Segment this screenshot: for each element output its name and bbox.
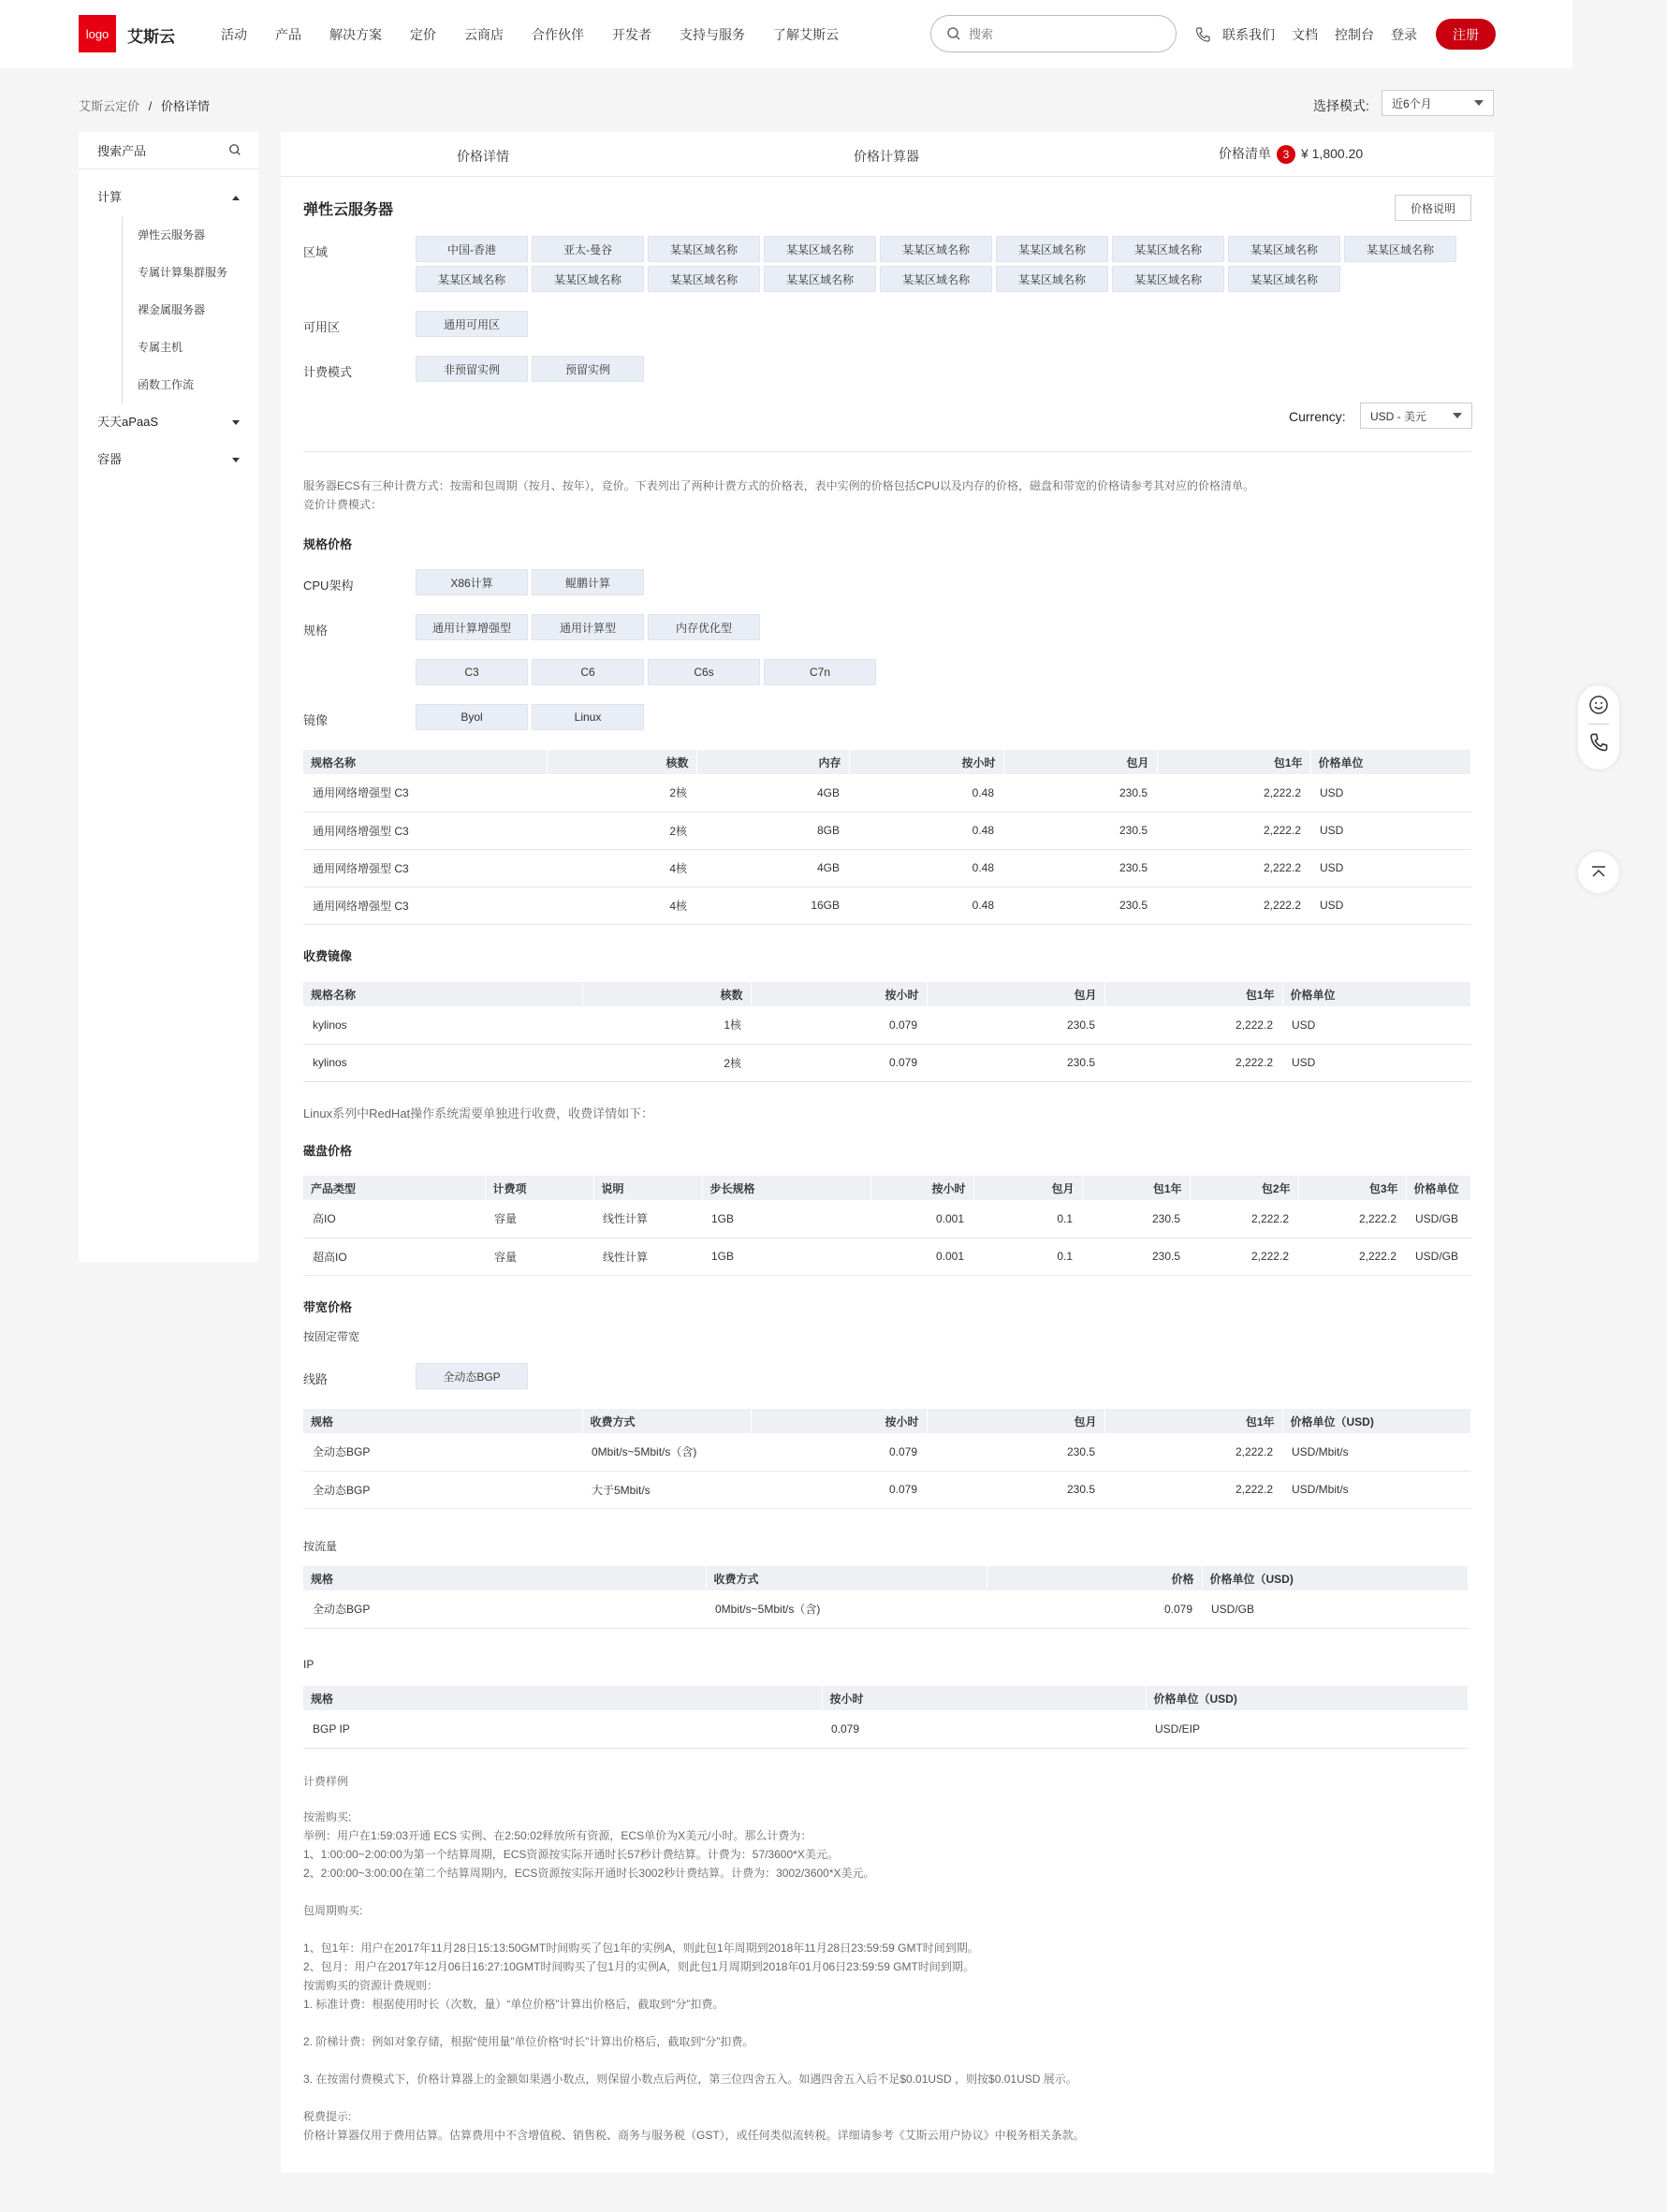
sidebar-item-function-workflow[interactable]: 函数工作流 bbox=[138, 378, 195, 391]
nav-item-partners[interactable]: 合作伙伴 bbox=[532, 27, 584, 42]
table-cell: 230.5 bbox=[927, 1471, 1104, 1508]
table-cell: 线性计算 bbox=[593, 1238, 702, 1275]
example-line: 2. 阶梯计费：例如对象存储，根据“使用量”单位价格“时长”计算出价格后，截取到“分”扣费。 bbox=[303, 2035, 754, 2048]
tab-price-list[interactable] bbox=[1219, 144, 1363, 164]
table-cell: 0.001 bbox=[870, 1238, 973, 1275]
global-search[interactable] bbox=[930, 15, 1177, 52]
column-header: 包2年 bbox=[1190, 1176, 1298, 1200]
region-label: 区域 bbox=[303, 245, 329, 259]
table-row bbox=[303, 774, 1471, 812]
table-cell: 0.079 bbox=[751, 1044, 927, 1081]
table-row bbox=[303, 1471, 1471, 1508]
example-line bbox=[303, 2051, 1471, 2070]
column-header: 内存 bbox=[696, 750, 849, 774]
mode-select[interactable] bbox=[1382, 90, 1494, 116]
column-header: 按小时 bbox=[751, 1409, 927, 1433]
table-cell: 0.079 bbox=[751, 1471, 927, 1508]
table-cell: 230.5 bbox=[927, 1044, 1104, 1081]
main-content bbox=[281, 132, 1494, 2173]
table-cell: 0.079 bbox=[751, 1433, 927, 1471]
nav-item-support[interactable]: 支持与服务 bbox=[680, 27, 745, 42]
billing-option-non-reserved[interactable]: 非预留实例 bbox=[416, 356, 528, 382]
spec-type-general[interactable]: 通用计算型 bbox=[532, 614, 644, 640]
table-header bbox=[303, 750, 1471, 774]
sidebar-group-apaas[interactable] bbox=[79, 403, 258, 441]
table-row bbox=[303, 1238, 1471, 1275]
spec-model-c6[interactable]: C6 bbox=[532, 659, 644, 685]
example-line bbox=[303, 2014, 1471, 2032]
column-header: 规格名称 bbox=[303, 750, 547, 774]
region-option[interactable]: 某某区域名称 bbox=[648, 266, 760, 292]
table-row bbox=[303, 1590, 1469, 1628]
table-cell: 2,222.2 bbox=[1298, 1200, 1406, 1238]
login-link[interactable]: 登录 bbox=[1391, 27, 1417, 42]
sidebar-item-dedicated-cluster[interactable]: 专属计算集群服务 bbox=[138, 266, 228, 279]
table-cell: 大于5Mbit/s bbox=[582, 1471, 751, 1508]
table-cell: 2,222.2 bbox=[1104, 1006, 1282, 1044]
region-option[interactable]: 亚太-曼谷 bbox=[532, 236, 644, 262]
column-header: 计费项 bbox=[485, 1176, 593, 1200]
table-cell: 0.079 bbox=[987, 1590, 1202, 1628]
mirror-title: 收费镜像 bbox=[303, 949, 353, 963]
example-line: 按需购买: bbox=[303, 1810, 352, 1824]
region-option[interactable]: 某某区域名称 bbox=[996, 266, 1108, 292]
region-option[interactable]: 某某区域名称 bbox=[1228, 236, 1340, 262]
region-option[interactable]: 中国-香港 bbox=[416, 236, 528, 262]
table-header bbox=[303, 1409, 1471, 1433]
bandwidth-price-table bbox=[303, 1409, 1471, 1509]
az-option-general[interactable]: 通用可用区 bbox=[416, 311, 528, 337]
column-header: 按小时 bbox=[870, 1176, 973, 1200]
sidebar-group-container[interactable] bbox=[79, 441, 258, 478]
table-cell: 2,222.2 bbox=[1190, 1200, 1298, 1238]
table-cell: USD bbox=[1310, 886, 1471, 924]
table-cell: 1GB bbox=[702, 1238, 870, 1275]
column-header: 步长规格 bbox=[702, 1176, 870, 1200]
table-cell: 全动态BGP bbox=[303, 1471, 582, 1508]
chevron-down-icon bbox=[1453, 413, 1462, 418]
column-header: 规格名称 bbox=[303, 982, 582, 1006]
column-header: 价格单位 bbox=[1282, 982, 1471, 1006]
spec-model-c3[interactable]: C3 bbox=[416, 659, 528, 685]
mode-label: 选择模式: bbox=[1313, 98, 1369, 113]
spec-label: 规格 bbox=[303, 623, 329, 637]
table-cell: 0Mbit/s~5Mbit/s（含) bbox=[582, 1433, 751, 1471]
traffic-label: 按流量 bbox=[303, 1540, 338, 1553]
column-header: 包月 bbox=[927, 1409, 1104, 1433]
column-header: 收费方式 bbox=[582, 1409, 751, 1433]
nav-item-about[interactable]: 了解艾斯云 bbox=[773, 27, 839, 42]
phone-icon[interactable] bbox=[1588, 732, 1609, 753]
bandwidth-price-title: 带宽价格 bbox=[303, 1300, 353, 1314]
table-row bbox=[303, 849, 1471, 886]
ip-price-table bbox=[303, 1686, 1469, 1749]
column-header: 包月 bbox=[927, 982, 1104, 1006]
table-cell: kylinos bbox=[303, 1006, 582, 1044]
table-cell: 0.48 bbox=[849, 849, 1003, 886]
examples-text bbox=[303, 1808, 1471, 2145]
image-label: 镜像 bbox=[303, 713, 329, 727]
example-line: 2、包月：用户在2017年12月06日16:27:10GMT时间购买了包1月的实例A，则此包1月周期到2018年01月06日23:59:59 GMT时间到期。 bbox=[303, 1960, 974, 1973]
table-cell: 2,222.2 bbox=[1298, 1238, 1406, 1275]
table-cell: USD/EIP bbox=[1146, 1710, 1469, 1748]
tab-price-calculator[interactable]: 价格计算器 bbox=[854, 149, 919, 164]
table-row bbox=[303, 1433, 1471, 1471]
spec-price-table bbox=[303, 750, 1471, 925]
table-cell: kylinos bbox=[303, 1044, 582, 1081]
table-cell: 230.5 bbox=[1082, 1238, 1190, 1275]
redhat-note: Linux系列中RedHat操作系统需要单独进行收费，收费详情如下： bbox=[303, 1106, 654, 1121]
mirror-price-table bbox=[303, 982, 1471, 1082]
nav-item-activities[interactable]: 活动 bbox=[221, 27, 247, 42]
table-cell: 线性计算 bbox=[593, 1200, 702, 1238]
region-option[interactable]: 某某区域名称 bbox=[764, 266, 876, 292]
region-option[interactable]: 某某区域名称 bbox=[1344, 236, 1456, 262]
tab-price-list-label: 价格清单 bbox=[1219, 146, 1271, 161]
table-cell: 230.5 bbox=[1003, 774, 1157, 812]
table-cell: 0.079 bbox=[822, 1710, 1146, 1748]
chevron-down-icon bbox=[232, 420, 240, 425]
table-row bbox=[303, 1044, 1471, 1081]
example-line: 按需购买的资源计费规则： bbox=[303, 1979, 439, 1992]
table-cell: USD/GB bbox=[1202, 1590, 1469, 1628]
column-header: 包3年 bbox=[1298, 1176, 1406, 1200]
sidebar-group-label: 计算 bbox=[97, 190, 123, 204]
spec-price-title: 规格价格 bbox=[303, 537, 353, 551]
example-line: 税费提示: bbox=[303, 2110, 352, 2123]
breadcrumb-parent[interactable]: 艾斯云定价 bbox=[79, 99, 140, 113]
examples-title: 计费样例 bbox=[303, 1775, 349, 1788]
az-label: 可用区 bbox=[303, 320, 341, 334]
column-header: 核数 bbox=[582, 982, 751, 1006]
example-line: 2、2:00:00~3:00:00在第二个结算周期内，ECS资源按实际开通时长3002秒计费结算。计费为：3002/3600*X美元。 bbox=[303, 1867, 875, 1880]
column-header: 包1年 bbox=[1157, 750, 1310, 774]
spec-model-c6s[interactable]: C6s bbox=[648, 659, 760, 685]
column-header: 价格单位（USD) bbox=[1202, 1566, 1469, 1590]
cpu-option-x86[interactable]: X86计算 bbox=[416, 569, 528, 595]
sidebar-item-ecs[interactable]: 弹性云服务器 bbox=[138, 228, 206, 242]
table-cell: USD/Mbit/s bbox=[1282, 1433, 1471, 1471]
table-cell: 4核 bbox=[547, 886, 696, 924]
table-row bbox=[303, 1006, 1471, 1044]
price-explain-button[interactable]: 价格说明 bbox=[1395, 195, 1471, 221]
table-cell: 230.5 bbox=[1003, 886, 1157, 924]
column-header: 包1年 bbox=[1082, 1176, 1190, 1200]
table-cell: 通用网络增强型 C3 bbox=[303, 886, 547, 924]
search-icon[interactable] bbox=[228, 143, 241, 156]
column-header: 包月 bbox=[1003, 750, 1157, 774]
example-line bbox=[303, 1882, 1471, 1901]
table-cell: 通用网络增强型 C3 bbox=[303, 812, 547, 849]
breadcrumb-current: 价格详情 bbox=[160, 99, 210, 113]
column-header: 价格单位（USD) bbox=[1282, 1409, 1471, 1433]
sidebar-sublist bbox=[122, 216, 258, 403]
brand-name[interactable]: 艾斯云 bbox=[127, 28, 175, 46]
image-option-linux[interactable]: Linux bbox=[532, 704, 644, 730]
table-cell: 0.001 bbox=[870, 1200, 973, 1238]
fixed-bandwidth-label: 按固定带宽 bbox=[303, 1330, 360, 1343]
column-header: 按小时 bbox=[849, 750, 1003, 774]
table-cell: USD/GB bbox=[1406, 1238, 1471, 1275]
example-line: 3. 在按需付费模式下，价格计算器上的金额如果遇小数点，则保留小数点后两位，第三位四舍五入。如遇四舍五入后不足$0.01USD ，则按$0.01USD 展示。 bbox=[303, 2073, 1077, 2086]
table-cell: 0Mbit/s~5Mbit/s（含) bbox=[706, 1590, 987, 1628]
tab-bar bbox=[281, 132, 1494, 177]
column-header: 按小时 bbox=[822, 1686, 1146, 1710]
column-header: 包月 bbox=[973, 1176, 1082, 1200]
divider bbox=[1588, 724, 1609, 725]
sidebar-group-label: 天天aPaaS bbox=[97, 415, 159, 429]
logo[interactable]: logo bbox=[79, 15, 116, 52]
breadcrumb bbox=[79, 96, 210, 114]
column-header: 包1年 bbox=[1104, 1409, 1282, 1433]
cart-count-badge: 3 bbox=[1277, 145, 1295, 164]
table-cell: 2核 bbox=[582, 1044, 751, 1081]
disk-price-table bbox=[303, 1176, 1471, 1276]
spec-type-memory-optimized[interactable]: 内存优化型 bbox=[648, 614, 760, 640]
table-cell: 2核 bbox=[547, 774, 696, 812]
contact-link[interactable]: 联系我们 bbox=[1222, 27, 1275, 42]
region-option[interactable]: 某某区域名称 bbox=[1228, 266, 1340, 292]
price-total: ¥ 1,800.20 bbox=[1301, 146, 1364, 161]
column-header: 产品类型 bbox=[303, 1176, 485, 1200]
table-cell: USD bbox=[1310, 849, 1471, 886]
table-cell: 通用网络增强型 C3 bbox=[303, 849, 547, 886]
image-option-byol[interactable]: Byol bbox=[416, 704, 528, 730]
column-header: 收费方式 bbox=[706, 1566, 987, 1590]
table-cell: 4核 bbox=[547, 849, 696, 886]
top-navigation-bar bbox=[0, 0, 1572, 68]
table-cell: 通用网络增强型 C3 bbox=[303, 774, 547, 812]
tab-price-details[interactable]: 价格详情 bbox=[457, 149, 509, 164]
spec-model-c7n[interactable]: C7n bbox=[764, 659, 876, 685]
example-line: 1、包1年：用户在2017年11月28日15:13:50GMT时间购买了包1年的实例A，则此包1年周期到2018年11月28日23:59:59 GMT时间到期。 bbox=[303, 1941, 979, 1955]
table-header bbox=[303, 982, 1471, 1006]
floating-help-bar bbox=[1578, 685, 1619, 769]
table-cell: 全动态BGP bbox=[303, 1590, 706, 1628]
chevron-down-icon bbox=[232, 458, 240, 462]
console-link[interactable]: 控制台 bbox=[1335, 27, 1374, 42]
billing-option-reserved[interactable]: 预留实例 bbox=[532, 356, 644, 382]
header-links bbox=[1194, 25, 1434, 44]
column-header: 说明 bbox=[593, 1176, 702, 1200]
region-option[interactable]: 某某区域名称 bbox=[880, 266, 992, 292]
table-cell: 8GB bbox=[696, 812, 849, 849]
table-cell: 2,222.2 bbox=[1157, 886, 1310, 924]
back-to-top-icon bbox=[1589, 863, 1608, 882]
table-cell: 1核 bbox=[582, 1006, 751, 1044]
table-cell: USD bbox=[1282, 1006, 1471, 1044]
example-line: 价格计算器仅用于费用估算。估算费用中不含增值税、销售税、商务与服务税（GST），或任何类似流转税。详细请参考《艾斯云用户协议》中税务相关条款。 bbox=[303, 2129, 1085, 2142]
product-title: 弹性云服务器 bbox=[303, 202, 394, 218]
billing-description-line: 竞价计费模式： bbox=[303, 498, 383, 511]
currency-select-value: USD - 美元 bbox=[1370, 409, 1427, 423]
divider bbox=[303, 451, 1471, 452]
column-header: 价格单位 bbox=[1310, 750, 1471, 774]
billing-description bbox=[303, 476, 1471, 514]
column-header: 规格 bbox=[303, 1409, 582, 1433]
table-cell: 2,222.2 bbox=[1157, 774, 1310, 812]
back-to-top-button[interactable] bbox=[1578, 852, 1619, 893]
table-cell: 2,222.2 bbox=[1104, 1433, 1282, 1471]
region-option[interactable]: 某某区域名称 bbox=[880, 236, 992, 262]
billing-description-line: 服务器ECS有三种计费方式：按需和包周期（按月、按年），竞价。下表列出了两种计费方式的价格表，表中实例的价格包括CPU以及内存的价格，磁盘和带宽的价格请参考其对应的价格清单。 bbox=[303, 479, 1255, 492]
table-cell: 16GB bbox=[696, 886, 849, 924]
search-input[interactable] bbox=[969, 27, 1156, 41]
table-header bbox=[303, 1176, 1471, 1200]
table-cell: USD bbox=[1310, 774, 1471, 812]
sidebar-group-label: 容器 bbox=[97, 452, 123, 466]
table-header bbox=[303, 1566, 1469, 1590]
register-button[interactable]: 注册 bbox=[1436, 19, 1496, 50]
table-cell: 0.48 bbox=[849, 812, 1003, 849]
table-cell: 230.5 bbox=[1082, 1200, 1190, 1238]
region-option[interactable]: 某某区域名称 bbox=[416, 266, 528, 292]
mode-select-value: 近6个月 bbox=[1392, 96, 1432, 110]
region-option[interactable]: 某某区域名称 bbox=[1112, 266, 1224, 292]
product-sidebar bbox=[79, 132, 258, 1262]
chevron-up-icon bbox=[232, 196, 240, 200]
region-option[interactable]: 某某区域名称 bbox=[764, 236, 876, 262]
column-header: 价格 bbox=[987, 1566, 1202, 1590]
nav-item-developers[interactable]: 开发者 bbox=[612, 27, 651, 42]
table-cell: 0.079 bbox=[751, 1006, 927, 1044]
table-cell: 0.48 bbox=[849, 774, 1003, 812]
breadcrumb-separator: / bbox=[148, 99, 153, 113]
example-line: 包周期购买: bbox=[303, 1904, 363, 1917]
region-option[interactable]: 某某区域名称 bbox=[1112, 236, 1224, 262]
table-cell: 1GB bbox=[702, 1200, 870, 1238]
table-cell: USD/GB bbox=[1406, 1200, 1471, 1238]
table-cell: USD bbox=[1310, 812, 1471, 849]
table-cell: 0.48 bbox=[849, 886, 1003, 924]
table-row bbox=[303, 1710, 1469, 1748]
column-header: 核数 bbox=[547, 750, 696, 774]
table-cell: 超高IO bbox=[303, 1238, 485, 1275]
billing-label: 计费模式 bbox=[303, 365, 353, 379]
region-option[interactable]: 某某区域名称 bbox=[532, 266, 644, 292]
table-cell: 230.5 bbox=[927, 1006, 1104, 1044]
table-cell: 2,222.2 bbox=[1104, 1044, 1282, 1081]
chevron-down-icon bbox=[1474, 100, 1484, 106]
column-header: 规格 bbox=[303, 1566, 706, 1590]
nav-item-marketplace[interactable]: 云商店 bbox=[464, 27, 504, 42]
region-option[interactable]: 某某区域名称 bbox=[996, 236, 1108, 262]
search-icon bbox=[946, 26, 961, 41]
table-cell: 2,222.2 bbox=[1190, 1238, 1298, 1275]
example-line bbox=[303, 1920, 1471, 1939]
spec-type-general-enhanced[interactable]: 通用计算增强型 bbox=[416, 614, 528, 640]
table-cell: 230.5 bbox=[927, 1433, 1104, 1471]
line-option-bgp[interactable]: 全动态BGP bbox=[416, 1363, 528, 1389]
region-option[interactable]: 某某区域名称 bbox=[648, 236, 760, 262]
table-row bbox=[303, 812, 1471, 849]
traffic-price-table bbox=[303, 1566, 1469, 1629]
table-cell: 4GB bbox=[696, 774, 849, 812]
example-line: 1、1:00:00~2:00:00为第一个结算周期，ECS资源按实际开通时长57秒计费结算。计费为：57/3600*X美元。 bbox=[303, 1848, 839, 1861]
table-cell: 2,222.2 bbox=[1157, 812, 1310, 849]
table-header bbox=[303, 1686, 1469, 1710]
table-cell: 230.5 bbox=[1003, 812, 1157, 849]
disk-price-title: 磁盘价格 bbox=[303, 1144, 353, 1158]
customer-service-icon[interactable] bbox=[1587, 694, 1610, 716]
ip-label: IP bbox=[303, 1658, 314, 1671]
example-line: 1. 标准计费：根据使用时长（次数，量）“单位价格”计算出价格后，截取到“分”扣费。 bbox=[303, 1998, 724, 2011]
nav-item-pricing[interactable]: 定价 bbox=[410, 27, 436, 42]
column-header: 规格 bbox=[303, 1686, 822, 1710]
currency-select[interactable] bbox=[1360, 403, 1472, 429]
currency-label: Currency: bbox=[1289, 409, 1346, 424]
example-line bbox=[303, 2088, 1471, 2107]
table-cell: 高IO bbox=[303, 1200, 485, 1238]
cpu-option-kunpeng[interactable]: 鲲鹏计算 bbox=[532, 569, 644, 595]
table-cell: 2,222.2 bbox=[1157, 849, 1310, 886]
nav-item-products[interactable]: 产品 bbox=[275, 27, 301, 42]
table-cell: 容量 bbox=[485, 1238, 593, 1275]
column-header: 价格单位 bbox=[1406, 1176, 1471, 1200]
table-cell: USD/Mbit/s bbox=[1282, 1471, 1471, 1508]
table-cell: 0.1 bbox=[973, 1200, 1082, 1238]
sidebar-group-compute[interactable] bbox=[79, 179, 258, 216]
main-nav bbox=[221, 25, 867, 44]
sidebar-search-label: 搜索产品 bbox=[97, 144, 147, 158]
table-cell: 2,222.2 bbox=[1104, 1471, 1282, 1508]
sidebar-item-dedicated-host[interactable]: 专属主机 bbox=[138, 341, 183, 354]
table-cell: BGP IP bbox=[303, 1710, 822, 1748]
line-label: 线路 bbox=[303, 1372, 329, 1386]
table-cell: 2核 bbox=[547, 812, 696, 849]
table-row bbox=[303, 1200, 1471, 1238]
column-header: 按小时 bbox=[751, 982, 927, 1006]
table-cell: 容量 bbox=[485, 1200, 593, 1238]
table-cell: 0.1 bbox=[973, 1238, 1082, 1275]
docs-link[interactable]: 文档 bbox=[1292, 27, 1318, 42]
nav-item-solutions[interactable]: 解决方案 bbox=[329, 27, 382, 42]
sidebar-search[interactable] bbox=[79, 132, 258, 169]
sidebar-item-bare-metal[interactable]: 裸金属服务器 bbox=[138, 303, 206, 316]
example-line: 举例：用户在1:59:03开通 ECS 实例、在2:50:02释放所有资源，ECS单价为X美元/小时。那么计费为： bbox=[303, 1829, 812, 1842]
phone-icon bbox=[1194, 26, 1211, 43]
table-cell: 全动态BGP bbox=[303, 1433, 582, 1471]
column-header: 价格单位（USD) bbox=[1146, 1686, 1469, 1710]
table-cell: 230.5 bbox=[1003, 849, 1157, 886]
table-cell: USD bbox=[1282, 1044, 1471, 1081]
table-cell: 4GB bbox=[696, 849, 849, 886]
table-row bbox=[303, 886, 1471, 924]
column-header: 包1年 bbox=[1104, 982, 1282, 1006]
cpu-label: CPU架构 bbox=[303, 579, 354, 593]
